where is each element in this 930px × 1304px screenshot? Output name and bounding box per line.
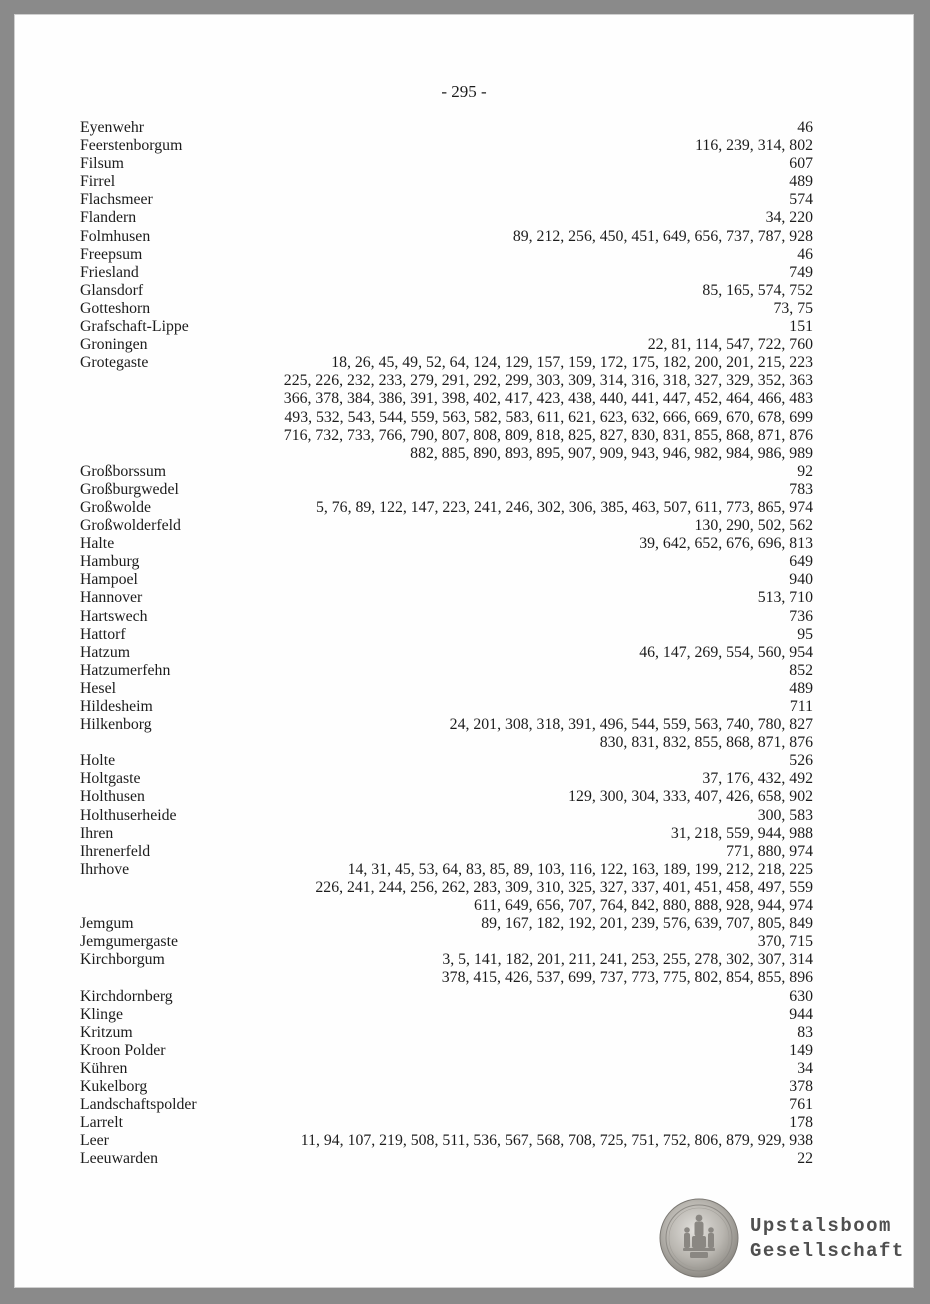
index-entry	[80, 825, 813, 843]
page-references: 151	[789, 318, 813, 336]
page-references: 5, 76, 89, 122, 147, 223, 241, 246, 302, 306, 385, 463, 507, 611, 773, 865, 974	[315, 498, 813, 516]
index-entry	[80, 698, 813, 716]
index-entry	[80, 155, 813, 173]
index-entry	[80, 770, 813, 788]
index-entry	[80, 517, 813, 535]
place-name: Leer	[80, 1132, 109, 1150]
page-references: 89, 167, 182, 192, 201, 239, 576, 639, 707, 805, 849	[481, 915, 813, 933]
page-references: 852	[789, 661, 813, 679]
place-name: Halte	[80, 535, 115, 553]
index-entry	[80, 1042, 813, 1060]
index-entry	[80, 608, 813, 626]
index-entry	[80, 752, 813, 770]
index-entry	[80, 1060, 813, 1078]
place-index	[80, 119, 813, 1168]
page-references: 370, 715	[757, 933, 813, 951]
page-references: 149	[789, 1041, 813, 1059]
page-references: 300, 583	[757, 806, 813, 824]
place-name: Ihrhove	[80, 860, 130, 878]
place-name: Groningen	[80, 336, 148, 354]
page-references: 46, 147, 269, 554, 560, 954	[639, 643, 813, 661]
index-entry	[80, 680, 813, 698]
place-name: Feerstenborgum	[80, 137, 183, 155]
place-name: Grafschaft-Lippe	[80, 318, 189, 336]
page-references: 129, 300, 304, 333, 407, 426, 658, 902	[568, 788, 813, 806]
place-name: Holte	[80, 752, 116, 770]
page-references: 37, 176, 432, 492	[702, 770, 813, 788]
page-references: 89, 212, 256, 450, 451, 649, 656, 737, 787, 928	[512, 227, 813, 245]
place-name: Kirchborgum	[80, 951, 165, 969]
place-name: Eyenwehr	[80, 119, 145, 136]
place-name: Großborssum	[80, 462, 167, 480]
index-entry	[80, 716, 813, 752]
index-entry	[80, 1132, 813, 1150]
page-references: 116, 239, 314, 802	[695, 137, 813, 155]
page-references: 225, 226, 232, 233, 279, 291, 292, 299, 303, 309, 314, 316, 318, 327, 329, 352, 363	[283, 372, 813, 390]
index-entry	[80, 589, 813, 607]
place-name: Firrel	[80, 173, 116, 191]
place-name: Landschaftspolder	[80, 1096, 197, 1114]
index-entry	[80, 246, 813, 264]
place-name: Großwolde	[80, 498, 152, 516]
index-entry	[80, 264, 813, 282]
place-name: Holtgaste	[80, 770, 141, 788]
place-name: Kroon Polder	[80, 1041, 166, 1059]
place-name: Kritzum	[80, 1023, 133, 1041]
index-entry	[80, 951, 813, 987]
index-entry	[80, 915, 813, 933]
page-references: 130, 290, 502, 562	[694, 517, 813, 535]
index-entry	[80, 644, 813, 662]
place-name: Jemgumergaste	[80, 933, 178, 951]
place-name: Kirchdornberg	[80, 987, 173, 1005]
place-name: Holthusen	[80, 788, 145, 806]
page-references: 882, 885, 890, 893, 895, 907, 909, 943, 946, 982, 984, 986, 989	[410, 444, 813, 462]
index-entry	[80, 209, 813, 227]
place-name: Hatzum	[80, 643, 131, 661]
place-name: Ihren	[80, 824, 114, 842]
place-name: Filsum	[80, 155, 124, 173]
index-entry	[80, 662, 813, 680]
place-name: Leeuwarden	[80, 1150, 159, 1168]
upstalsboom-seal-logo	[659, 1198, 739, 1278]
page-references: 73, 75	[773, 299, 813, 317]
index-entry	[80, 191, 813, 209]
index-entry	[80, 228, 813, 246]
page-references: 178	[789, 1114, 813, 1132]
page-references: 526	[789, 752, 813, 770]
page-references: 24, 201, 308, 318, 391, 496, 544, 559, 563, 740, 780, 827	[449, 716, 813, 734]
page-references: 14, 31, 45, 53, 64, 83, 85, 89, 103, 116, 122, 163, 189, 199, 212, 218, 225	[347, 860, 813, 878]
index-entry	[80, 1096, 813, 1114]
page-references: 607	[789, 155, 813, 173]
page-references: 92	[797, 462, 813, 480]
page-references: 31, 218, 559, 944, 988	[670, 824, 813, 842]
index-entry	[80, 788, 813, 806]
place-name: Gotteshorn	[80, 299, 151, 317]
place-name: Hartswech	[80, 607, 148, 625]
page-references: 226, 241, 244, 256, 262, 283, 309, 310, 325, 327, 337, 401, 451, 458, 497, 559	[315, 878, 813, 896]
page-references: 3, 5, 141, 182, 201, 211, 241, 253, 255, 278, 302, 307, 314	[442, 951, 813, 969]
place-name: Kukelborg	[80, 1077, 148, 1095]
society-name-logo	[750, 1214, 905, 1264]
page-references: 22, 81, 114, 547, 722, 760	[647, 336, 813, 354]
page-references: 39, 642, 652, 676, 696, 813	[639, 535, 813, 553]
index-entry	[80, 571, 813, 589]
page-references: 378	[789, 1077, 813, 1095]
page-references: 761	[789, 1096, 813, 1114]
place-name: Friesland	[80, 263, 139, 281]
place-name: Grotegaste	[80, 354, 149, 372]
page-references: 83	[797, 1023, 813, 1041]
page-references: 366, 378, 384, 386, 391, 398, 402, 417, 423, 438, 440, 441, 447, 452, 464, 466, 483	[283, 390, 813, 408]
page-references: 630	[789, 987, 813, 1005]
page-references: 716, 732, 733, 766, 790, 807, 808, 809, 818, 825, 827, 830, 831, 855, 868, 871, 876	[283, 426, 813, 444]
index-entry	[80, 354, 813, 463]
place-name: Folmhusen	[80, 227, 151, 245]
page-references: 34, 220	[765, 209, 813, 227]
place-name: Kühren	[80, 1059, 128, 1077]
page-references: 46	[797, 245, 813, 263]
index-entry	[80, 1150, 813, 1168]
index-entry	[80, 318, 813, 336]
place-name: Hannover	[80, 589, 143, 607]
page-references: 830, 831, 832, 855, 868, 871, 876	[599, 734, 813, 752]
place-name: Hatzumerfehn	[80, 661, 171, 679]
page-references: 489	[789, 173, 813, 191]
place-name: Larrelt	[80, 1114, 123, 1132]
page-references: 944	[789, 1005, 813, 1023]
page-references: 493, 532, 543, 544, 559, 563, 582, 583, 611, 621, 623, 632, 666, 669, 670, 678, 699	[284, 408, 813, 426]
page-references: 771, 880, 974	[726, 842, 813, 860]
page-references: 513, 710	[757, 589, 813, 607]
index-entry	[80, 173, 813, 191]
index-entry	[80, 553, 813, 571]
index-entry	[80, 988, 813, 1006]
logo-line-2: Gesellschaft	[750, 1240, 905, 1262]
place-name: Hildesheim	[80, 698, 153, 715]
page-references: 85, 165, 574, 752	[702, 281, 813, 299]
index-entry	[80, 137, 813, 155]
place-name: Hattorf	[80, 625, 126, 643]
index-entry	[80, 1024, 813, 1042]
place-name: Flandern	[80, 209, 137, 227]
place-name: Hamburg	[80, 553, 140, 571]
place-name: Hesel	[80, 679, 116, 697]
index-entry	[80, 843, 813, 861]
page-references: 378, 415, 426, 537, 699, 737, 773, 775, 802, 854, 855, 896	[441, 969, 813, 987]
place-name: Großburgwedel	[80, 480, 179, 498]
page-references: 574	[789, 191, 813, 209]
page-references: 736	[789, 607, 813, 625]
index-entry	[80, 1114, 813, 1132]
index-entry	[80, 499, 813, 517]
place-name: Hampoel	[80, 571, 138, 589]
index-entry	[80, 1078, 813, 1096]
index-entry	[80, 282, 813, 300]
place-name: Großwolderfeld	[80, 517, 181, 535]
index-entry	[80, 933, 813, 951]
index-entry	[80, 807, 813, 825]
page-references: 749	[789, 263, 813, 281]
index-entry	[80, 336, 813, 354]
page-references: 11, 94, 107, 219, 508, 511, 536, 567, 568, 708, 725, 751, 752, 806, 879, 929, 938	[300, 1132, 813, 1150]
index-entry	[80, 463, 813, 481]
place-name: Glansdorf	[80, 281, 144, 299]
page-references: 649	[789, 553, 813, 571]
index-entry	[80, 535, 813, 553]
page-references: 46	[797, 119, 813, 136]
page-number: - 295 -	[441, 82, 487, 101]
page-references: 940	[789, 571, 813, 589]
page-references: 611, 649, 656, 707, 764, 842, 880, 888, 928, 944, 974	[473, 897, 813, 915]
index-entry	[80, 626, 813, 644]
place-name: Holthuserheide	[80, 806, 177, 824]
place-name: Ihrenerfeld	[80, 842, 151, 860]
index-entry	[80, 1006, 813, 1024]
index-entry	[80, 861, 813, 915]
page-references: 95	[797, 625, 813, 643]
page-references: 34	[797, 1059, 813, 1077]
page-references: 18, 26, 45, 49, 52, 64, 124, 129, 157, 159, 172, 175, 182, 200, 201, 215, 223	[331, 354, 813, 372]
page-references: 22	[797, 1150, 813, 1168]
place-name: Freepsum	[80, 245, 143, 263]
place-name: Klinge	[80, 1005, 123, 1023]
index-entry	[80, 481, 813, 499]
index-entry	[80, 300, 813, 318]
index-entry	[80, 119, 813, 137]
place-name: Flachsmeer	[80, 191, 153, 209]
place-name: Jemgum	[80, 915, 134, 933]
page-references: 783	[789, 480, 813, 498]
page-references: 711	[789, 698, 813, 715]
page-references: 489	[789, 679, 813, 697]
logo-line-1: Upstalsboom	[750, 1215, 892, 1237]
document-page	[14, 14, 914, 1288]
place-name: Hilkenborg	[80, 716, 152, 734]
